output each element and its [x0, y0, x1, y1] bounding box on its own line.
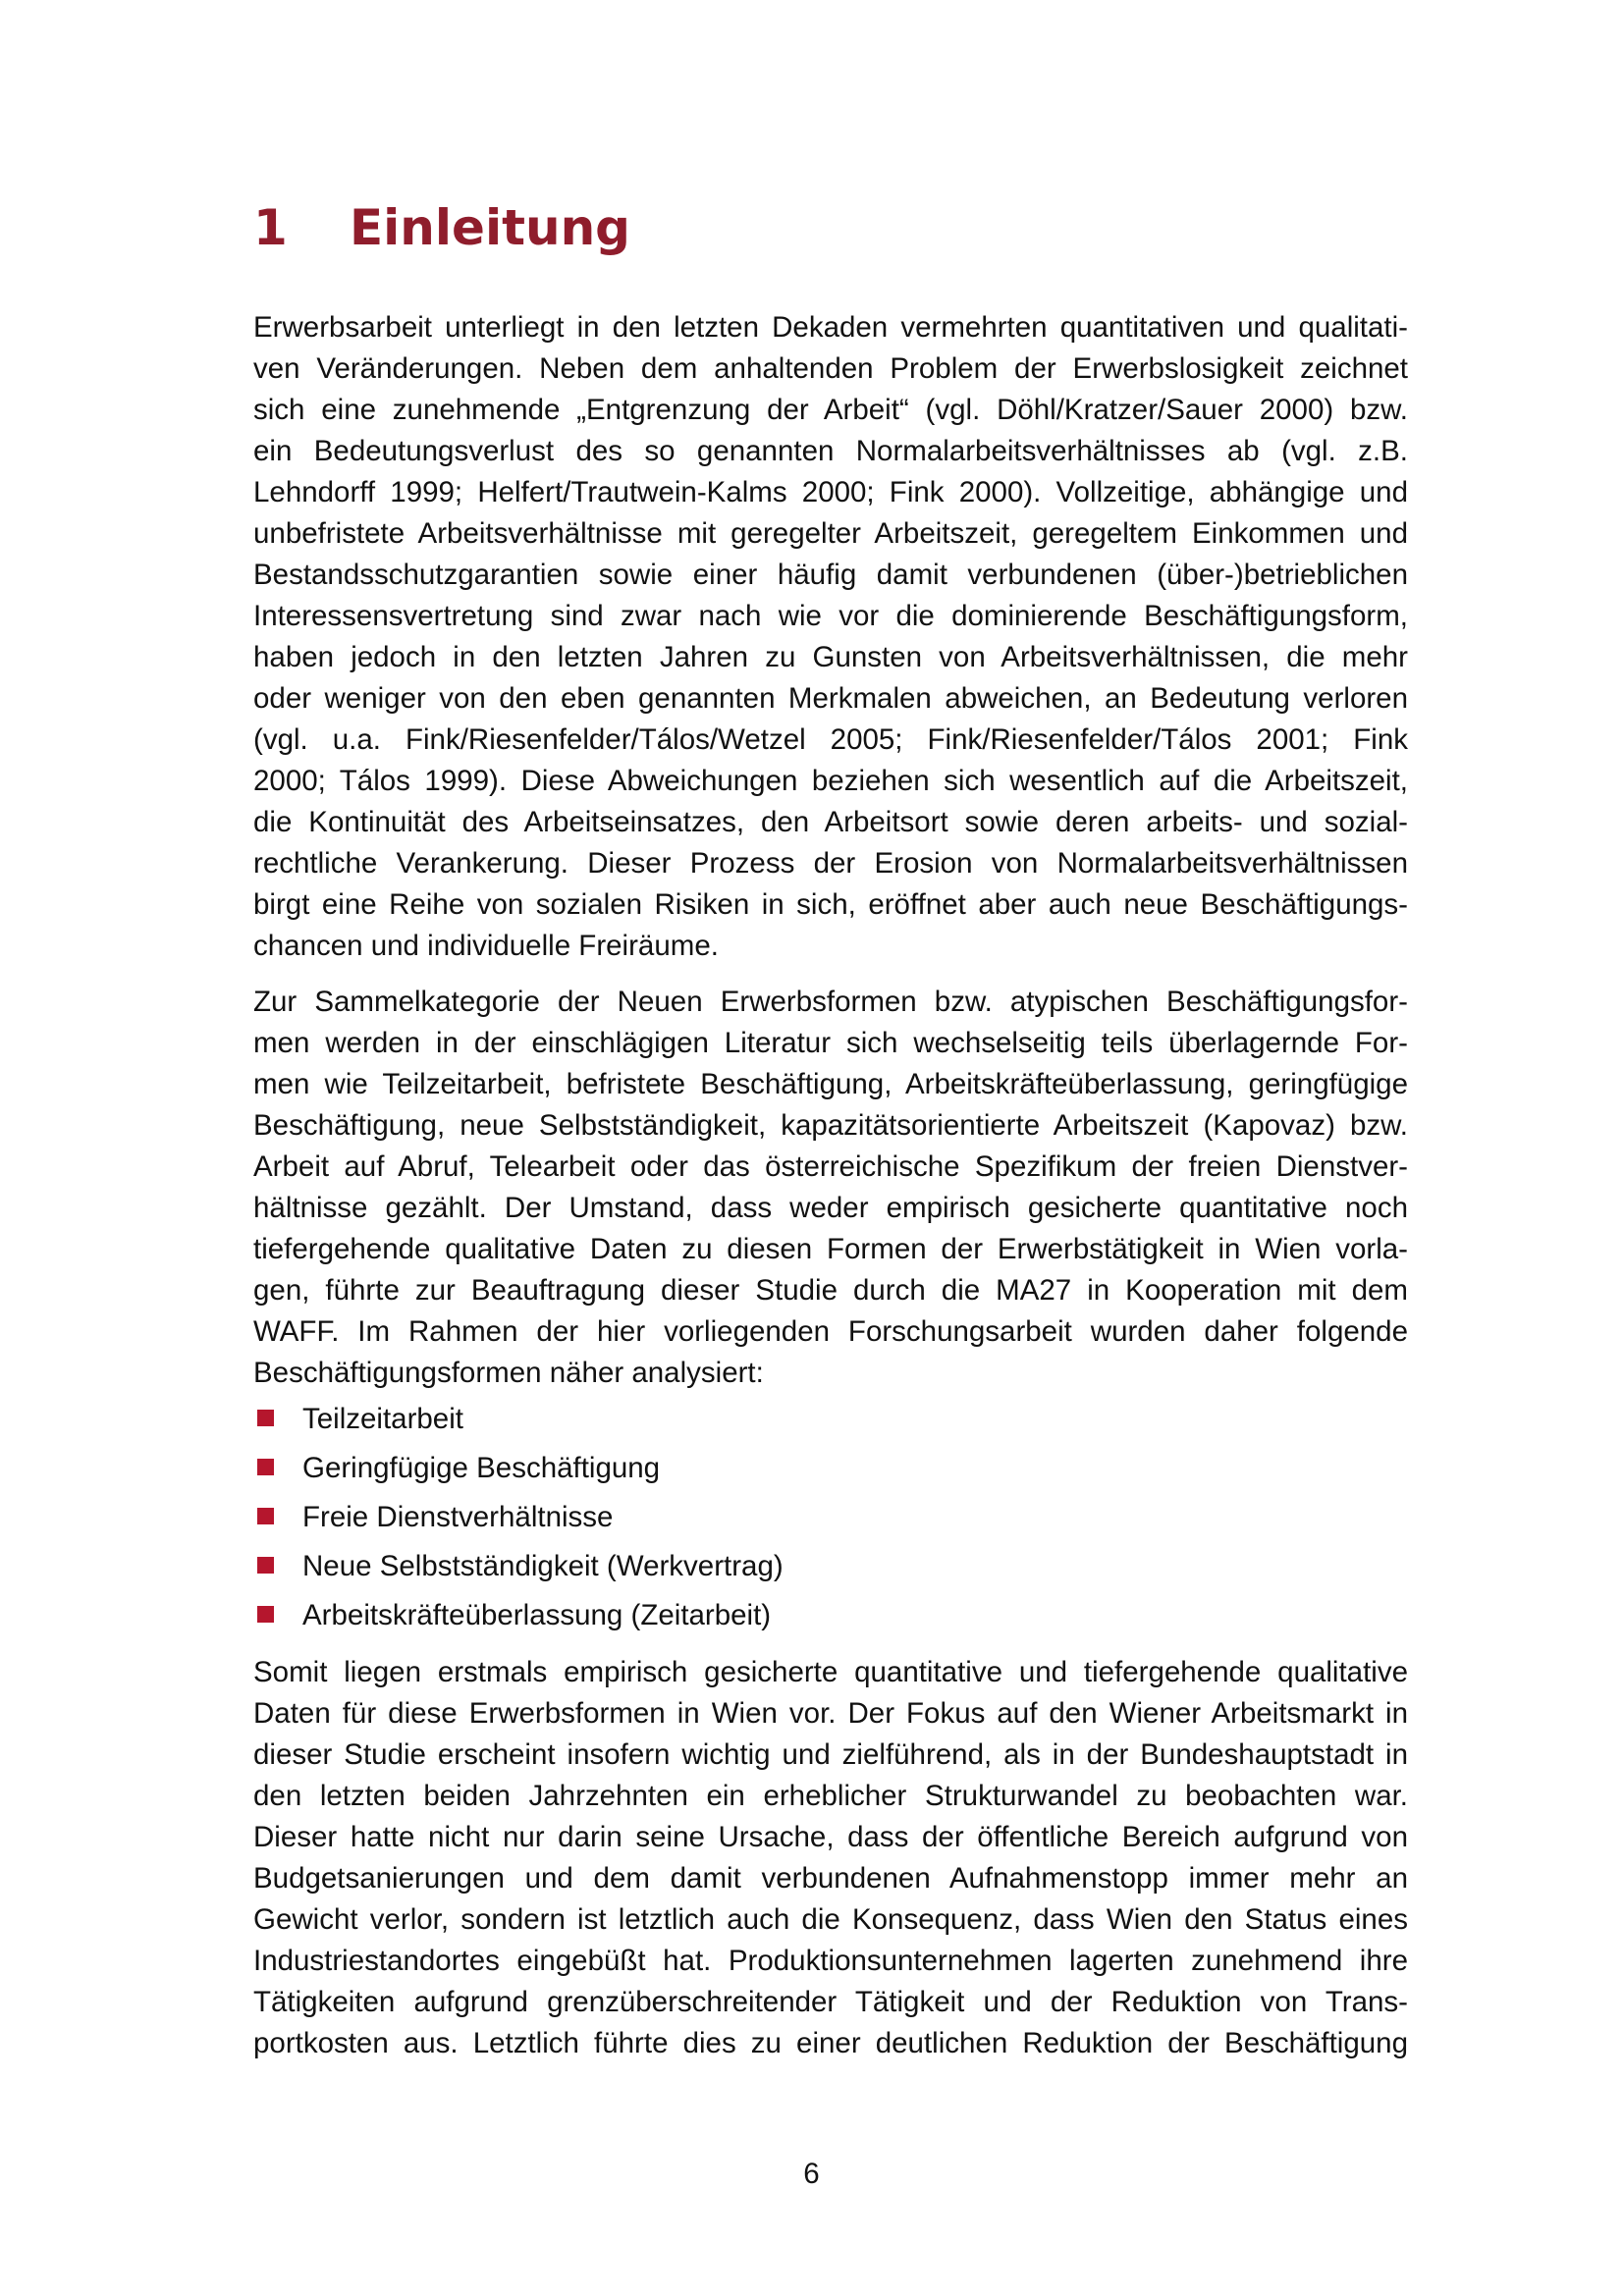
text-line: die Kontinuität des Arbeitseinsatzes, den Arbeitsort sowie deren arbeits- und sozial- [253, 806, 1408, 838]
text-line: Bestandsschutzgarantien sowie einer häufig damit verbundenen (über-)betrieblichen [253, 559, 1408, 591]
text-line: Budgetsanierungen und dem damit verbundenen Aufnahmenstopp immer mehr an [253, 1862, 1408, 1895]
bullet-list [253, 1399, 784, 1644]
list-item-label: Teilzeitarbeit [302, 1403, 463, 1435]
text-line: Daten für diese Erwerbsformen in Wien vor. Der Fokus auf den Wiener Arbeitsmarkt in [253, 1697, 1408, 1730]
text-line: hältnisse gezählt. Der Umstand, dass weder empirisch gesicherte quantitative noch [253, 1192, 1408, 1224]
chapter-heading [253, 196, 630, 259]
list-item-label: Geringfügige Beschäftigung [302, 1452, 661, 1484]
text-line: 2000; Tálos 1999). Diese Abweichungen beziehen sich wesentlich auf die Arbeitszeit, [253, 765, 1408, 797]
paragraph-text [253, 982, 1408, 1394]
text-line: Beschäftigung, neue Selbstständigkeit, kapazitätsorientierte Arbeitszeit (Kapovaz) bzw. [253, 1109, 1408, 1142]
text-line: tiefergehende qualitative Daten zu diesen Formen der Erwerbstätigkeit in Wien vorla- [253, 1233, 1408, 1265]
paragraph-text [253, 1652, 1408, 2064]
text-line: men werden in der einschlägigen Literatur sich wechselseitig teils überlagernde For- [253, 1027, 1408, 1059]
paragraph-1 [253, 307, 1408, 967]
list-item [253, 1399, 784, 1448]
text-line: ven Veränderungen. Neben dem anhaltenden Problem der Erwerbslosigkeit zeichnet [253, 352, 1408, 385]
list-item-label: Arbeitskräfteüberlassung (Zeitarbeit) [302, 1599, 772, 1631]
text-line: birgt eine Reihe von sozialen Risiken in sich, eröffnet aber auch neue Beschäftigungs- [253, 888, 1408, 921]
text-line: Lehndorff 1999; Helfert/Trautwein-Kalms 2000; Fink 2000). Vollzeitige, abhängige und [253, 476, 1408, 508]
square-bullet-icon [257, 1410, 274, 1426]
text-line: Interessensvertretung sind zwar nach wie vor die dominierende Beschäftigungsform, [253, 600, 1408, 632]
text-line: Beschäftigungsformen näher analysiert: [253, 1357, 764, 1389]
text-line: portkosten aus. Letztlich führte dies zu einer deutlichen Reduktion der Beschäftigung [253, 2027, 1408, 2059]
text-line: Zur Sammelkategorie der Neuen Erwerbsformen bzw. atypischen Beschäftigungsfor- [253, 986, 1408, 1018]
list-item-label: Neue Selbstständigkeit (Werkvertrag) [302, 1550, 784, 1582]
text-line: chancen und individuelle Freiräume. [253, 930, 719, 962]
square-bullet-icon [257, 1459, 274, 1475]
text-line: haben jedoch in den letzten Jahren zu Gunsten von Arbeitsverhältnissen, die mehr [253, 641, 1408, 673]
text-line: men wie Teilzeitarbeit, befristete Beschäftigung, Arbeitskräfteüberlassung, geringfügige [253, 1068, 1408, 1100]
chapter-title: Einleitung [350, 199, 630, 256]
list-item [253, 1546, 784, 1595]
text-line: Gewicht verlor, sondern ist letztlich auch die Konsequenz, dass Wien den Status eines [253, 1903, 1408, 1936]
text-line: oder weniger von den eben genannten Merkmalen abweichen, an Bedeutung verloren [253, 682, 1408, 715]
square-bullet-icon [257, 1508, 274, 1524]
paragraph-text [253, 307, 1408, 967]
list-item [253, 1497, 784, 1546]
square-bullet-icon [257, 1606, 274, 1623]
square-bullet-icon [257, 1557, 274, 1574]
text-line: ein Bedeutungsverlust des so genannten Normalarbeitsverhältnisses ab (vgl. z.B. [253, 435, 1408, 467]
text-line: Somit liegen erstmals empirisch gesicherte quantitative und tiefergehende qualitative [253, 1656, 1408, 1688]
list-item [253, 1595, 784, 1644]
text-line: den letzten beiden Jahrzehnten ein erheblicher Strukturwandel zu beobachten war. [253, 1780, 1408, 1812]
text-line: WAFF. Im Rahmen der hier vorliegenden Forschungsarbeit wurden daher folgende [253, 1315, 1408, 1348]
text-line: sich eine zunehmende „Entgrenzung der Arbeit“ (vgl. Döhl/Kratzer/Sauer 2000) bzw. [253, 394, 1408, 426]
page-number: 6 [803, 2158, 820, 2190]
list-item-label: Freie Dienstverhältnisse [302, 1501, 614, 1533]
text-line: Industriestandortes eingebüßt hat. Produktionsunternehmen lagerten zunehmend ihre [253, 1945, 1408, 1977]
chapter-number: 1 [253, 199, 288, 256]
list-item [253, 1448, 784, 1497]
text-line: Arbeit auf Abruf, Telearbeit oder das österreichische Spezifikum der freien Dienstver- [253, 1150, 1408, 1183]
paragraph-3 [253, 1652, 1408, 2064]
text-line: Erwerbsarbeit unterliegt in den letzten Dekaden vermehrten quantitativen und qualitati- [253, 311, 1408, 344]
text-line: gen, führte zur Beauftragung dieser Studie durch die MA27 in Kooperation mit dem [253, 1274, 1408, 1307]
text-line: rechtliche Verankerung. Dieser Prozess der Erosion von Normalarbeitsverhältnissen [253, 847, 1408, 880]
text-line: unbefristete Arbeitsverhältnisse mit geregelter Arbeitszeit, geregeltem Einkommen und [253, 517, 1408, 550]
text-line: Dieser hatte nicht nur darin seine Ursache, dass der öffentliche Bereich aufgrund von [253, 1821, 1408, 1853]
text-line: (vgl. u.a. Fink/Riesenfelder/Tálos/Wetzel 2005; Fink/Riesenfelder/Tálos 2001; Fink [253, 723, 1408, 756]
paragraph-2 [253, 982, 1408, 1394]
text-line: dieser Studie erscheint insofern wichtig und zielführend, als in der Bundeshauptstadt in [253, 1738, 1408, 1771]
text-line: Tätigkeiten aufgrund grenzüberschreitender Tätigkeit und der Reduktion von Trans- [253, 1986, 1408, 2018]
